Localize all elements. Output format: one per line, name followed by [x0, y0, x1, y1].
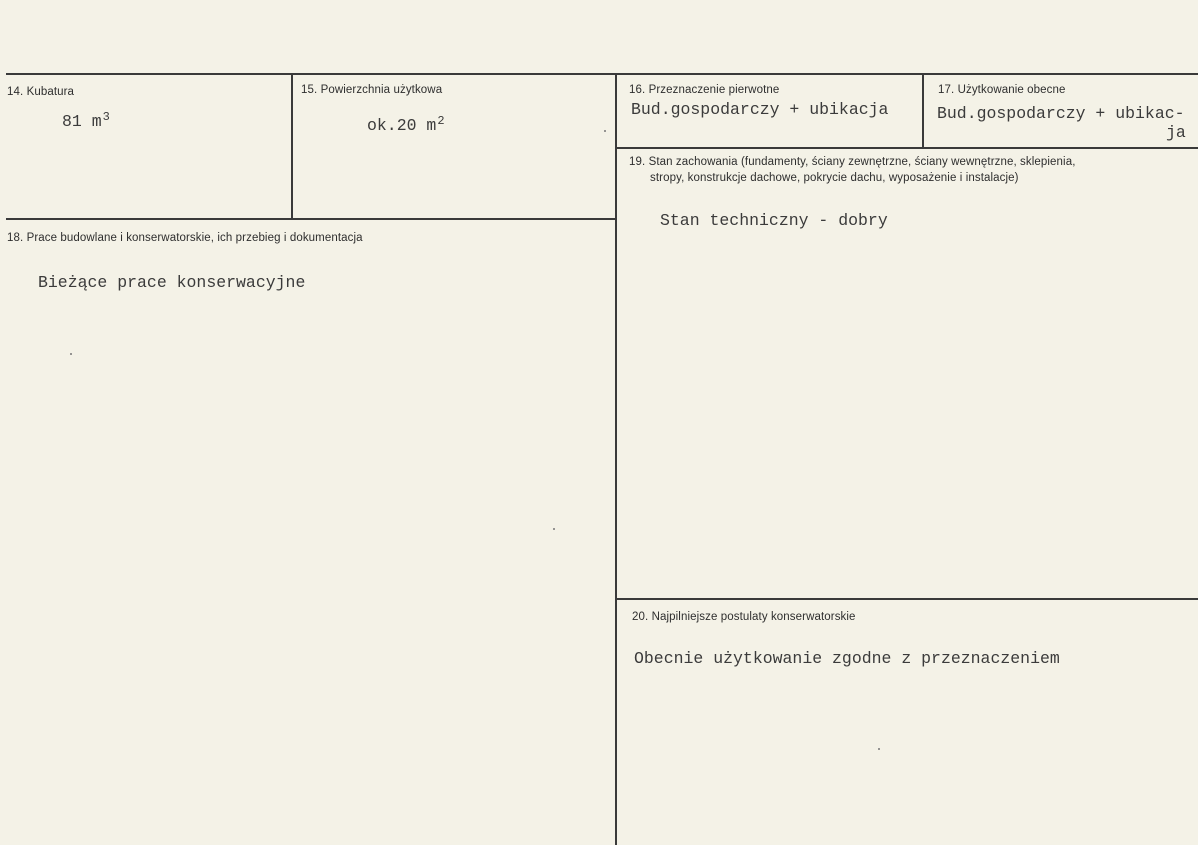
field-18-value: Bieżące prace konserwacyjne	[38, 273, 306, 292]
rule-under-14-15	[6, 218, 617, 220]
paper-speck	[604, 130, 606, 132]
field-19-label-line1: 19. Stan zachowania (fundamenty, ściany zewnętrzne, ściany wewnętrzne, sklepienia,	[629, 156, 1076, 168]
field-19-value: Stan techniczny - dobry	[660, 211, 888, 230]
field-15-value-text: ok.20 m	[367, 116, 437, 135]
paper-speck	[70, 353, 72, 355]
paper-speck	[553, 528, 555, 530]
top-rule	[6, 73, 1198, 75]
field-18-label: 18. Prace budowlane i konserwatorskie, ich przebieg i dokumentacja	[7, 232, 363, 244]
field-14-label: 14. Kubatura	[7, 86, 75, 98]
field-17-value-line2: ja	[1166, 123, 1186, 142]
field-17-label: 17. Użytkowanie obecne	[938, 84, 1066, 96]
paper-speck	[878, 748, 880, 750]
field-20-label: 20. Najpilniejsze postulaty konserwatorskie	[632, 611, 856, 623]
divider-14-15	[291, 74, 293, 220]
divider-left-right	[615, 74, 617, 845]
field-16-label: 16. Przeznaczenie pierwotne	[629, 84, 780, 96]
field-19-label-line2: stropy, konstrukcje dachowe, pokrycie dachu, wyposażenie i instalacje)	[650, 172, 1019, 184]
field-16-value: Bud.gospodarczy + ubikacja	[631, 100, 889, 119]
field-14-value-text: 81 m	[62, 112, 102, 131]
divider-16-17	[922, 74, 924, 148]
field-20-value: Obecnie użytkowanie zgodne z przeznaczeniem	[634, 649, 1060, 668]
field-15-label: 15. Powierzchnia użytkowa	[301, 84, 443, 96]
field-15-exponent: 2	[437, 114, 445, 128]
field-17-value-line1: Bud.gospodarczy + ubikac-	[937, 104, 1185, 123]
rule-above-20	[617, 598, 1198, 600]
rule-under-16-17	[617, 147, 1198, 149]
field-15-value	[367, 114, 445, 135]
field-14-value	[62, 110, 110, 131]
field-14-exponent: 3	[102, 110, 110, 124]
